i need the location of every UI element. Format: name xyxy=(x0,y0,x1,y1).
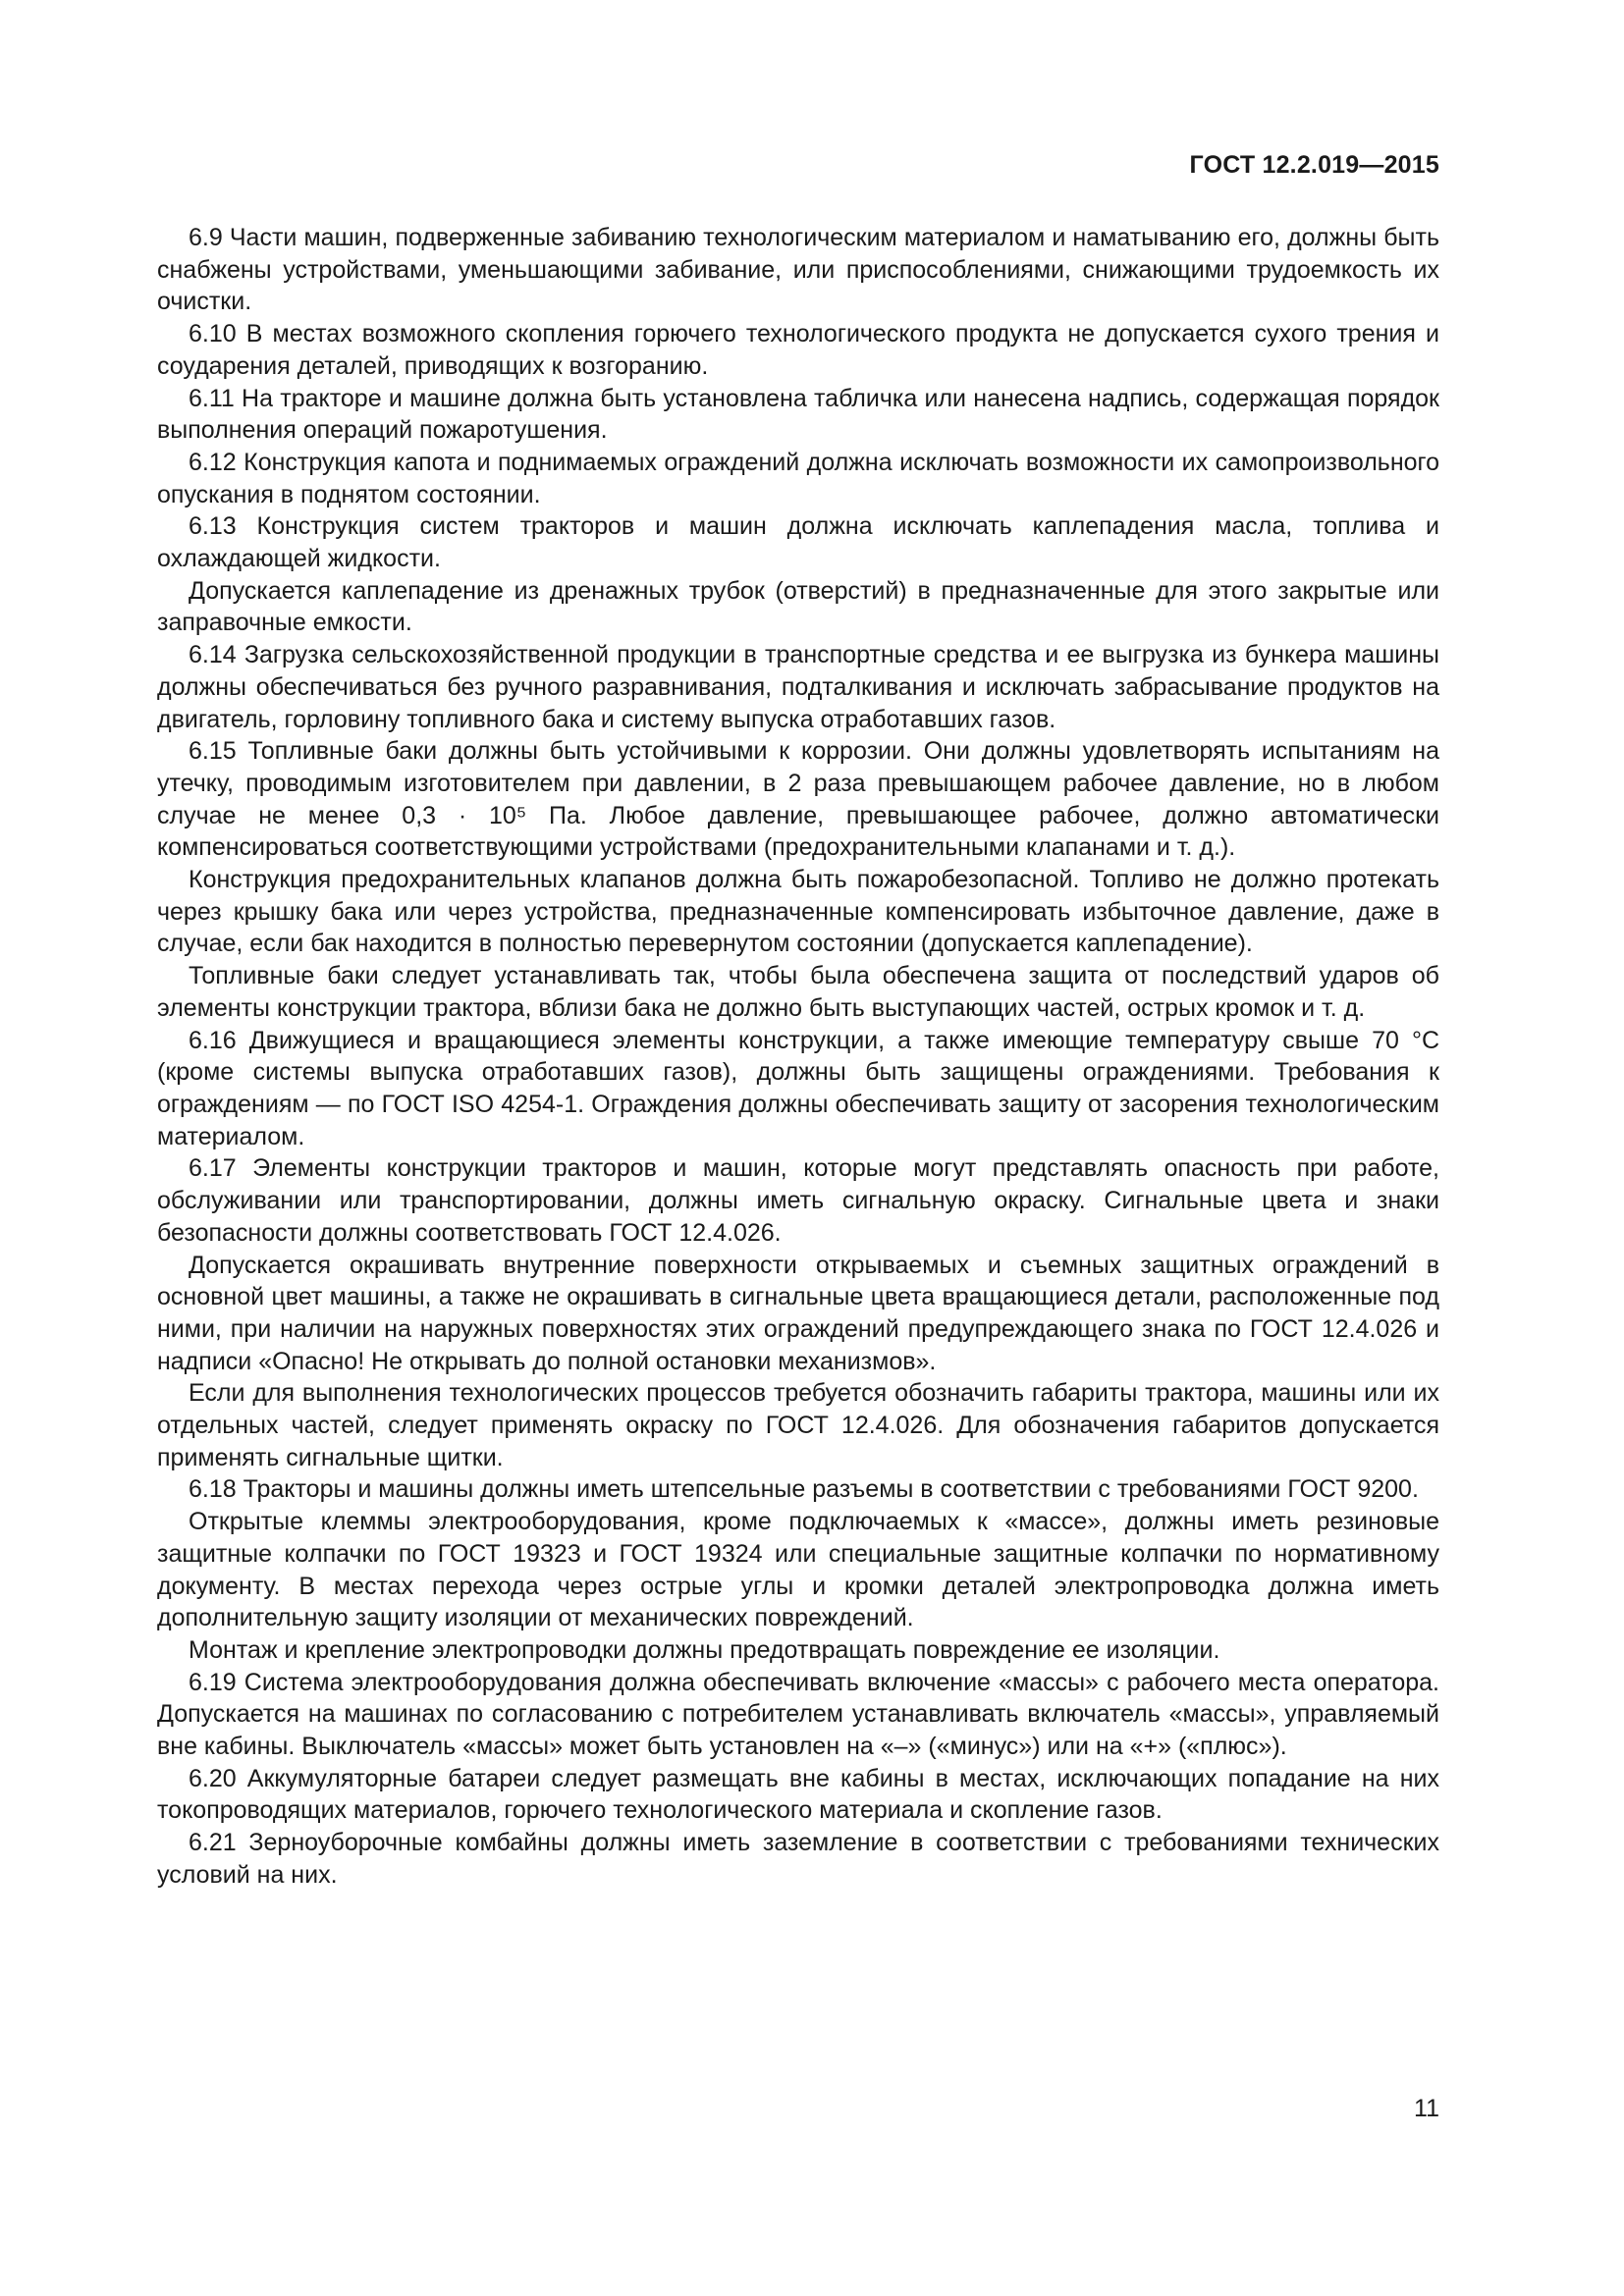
paragraph-6-13-note: Допускается каплепадение из дренажных трубок (отверстий) в предназначенные для этого закрытые или заправочные емкости. xyxy=(157,576,1439,637)
paragraph-6-16: 6.16 Движущиеся и вращающиеся элементы конструкции, а также имеющие температуру свыше 70 °С (кроме системы выпуска отработавших газов), должны быть защищены ограждениями. Требования к ограждениям — по ГОСТ ISO 4254-1. Ограждения должны обеспечивать защиту от засорения технологическим материалом. xyxy=(157,1026,1439,1150)
paragraph-6-21: 6.21 Зерноуборочные комбайны должны иметь заземление в соответствии с требованиями технических условий на них. xyxy=(157,1829,1439,1889)
document-body xyxy=(157,222,1439,1892)
page-number: 11 xyxy=(1414,2095,1439,2122)
paragraph-6-17: 6.17 Элементы конструкции тракторов и машин, которые могут представлять опасность при работе, обслуживании или транспортировании, должны иметь сигнальную окраску. Сигнальные цвета и знаки безопасности должны соответствовать ГОСТ 12.4.026. xyxy=(157,1154,1439,1247)
paragraph-6-15-tanks: Топливные баки следует устанавливать так, чтобы была обеспечена защита от последствий ударов об элементы конструкции трактора, вблизи бака не должно быть выступающих частей, острых кромок и т. д. xyxy=(157,962,1439,1022)
paragraph-6-18: 6.18 Тракторы и машины должны иметь штепсельные разъемы в соответствии с требованиями ГОСТ 9200. xyxy=(189,1475,1419,1504)
paragraph-6-19: 6.19 Система электрооборудования должна обеспечивать включение «массы» с рабочего места оператора. Допускается на машинах по согласованию с потребителем устанавливать включатель «массы», управляемый вне кабины. Выключатель «массы» может быть установлен на «–» («минус») или на «+» («плюс»). xyxy=(157,1668,1439,1761)
document-header: ГОСТ 12.2.019—2015 xyxy=(1189,151,1439,179)
paragraph-6-14: 6.14 Загрузка сельскохозяйственной продукции в транспортные средства и ее выгрузка из бункера машины должны обеспечиваться без ручного разравнивания, подталкивания и исключать забрасывание продуктов на двигатель, горловину топливного бака и систему выпуска отработавших газов. xyxy=(157,641,1439,733)
paragraph-6-10: 6.10 В местах возможного скопления горючего технологического продукта не допускается сухого трения и соударения деталей, приводящих к возгоранию. xyxy=(157,320,1439,380)
paragraph-6-17-painting: Допускается окрашивать внутренние поверхности открываемых и съемных защитных ограждений в основной цвет машины, а также не окрашивать в сигнальные цвета вращающиеся детали, расположенные под ними, при наличии на наружных поверхностях этих ограждений предупреждающего знака по ГОСТ 12.4.026 и надписи «Опасно! Не открывать до полной остановки механизмов». xyxy=(157,1251,1439,1375)
paragraph-6-13: 6.13 Конструкция систем тракторов и машин должна исключать каплепадения масла, топлива и охлаждающей жидкости. xyxy=(157,512,1439,573)
paragraph-6-18-terminals: Открытые клеммы электрооборудования, кроме подключаемых к «массе», должны иметь резиновые защитные колпачки по ГОСТ 19323 и ГОСТ 19324 или специальные защитные колпачки по нормативному документу. В местах перехода через острые углы и кромки деталей электропроводка должна иметь дополнительную защиту изоляции от механических повреждений. xyxy=(157,1508,1439,1632)
paragraph-6-15: 6.15 Топливные баки должны быть устойчивыми к коррозии. Они должны удовлетворять испытаниям на утечку, проводимым изготовителем при давлении, в 2 раза превышающем рабочее давление, но в любом случае не менее 0,3 · 10⁵ Па. Любое давление, превышающее рабочее, должно автоматически компенсироваться соответствующими устройствами (предохранительными клапанами и т. д.). xyxy=(157,737,1439,862)
paragraph-6-20: 6.20 Аккумуляторные батареи следует размещать вне кабины в местах, исключающих попадание на них токопроводящих материалов, горючего технологического материала и скопление газов. xyxy=(157,1764,1439,1825)
paragraph-6-15-valves: Конструкция предохранительных клапанов должна быть пожаробезопасной. Топливо не должно протекать через крышку бака или через устройства, предназначенные компенсировать избыточное давление, даже в случае, если бак находится в полностью перевернутом состоянии (допускается каплепадение). xyxy=(157,866,1439,958)
paragraph-6-12: 6.12 Конструкция капота и поднимаемых ограждений должна исключать возможности их самопроизвольного опускания в поднятом состоянии. xyxy=(157,448,1439,508)
paragraph-6-11: 6.11 На тракторе и машине должна быть установлена табличка или нанесена надпись, содержащая порядок выполнения операций пожаротушения. xyxy=(157,384,1439,445)
paragraph-6-9: 6.9 Части машин, подверженные забиванию технологическим материалом и наматыванию его, должны быть снабжены устройствами, уменьшающими забивание, или приспособлениями, снижающими трудоемкость их очистки. xyxy=(157,224,1439,316)
paragraph-6-17-dimensions: Если для выполнения технологических процессов требуется обозначить габариты трактора, машины или их отдельных частей, следует применять окраску по ГОСТ 12.4.026. Для обозначения габаритов допускается применять сигнальные щитки. xyxy=(157,1379,1439,1471)
paragraph-6-18-wiring: Монтаж и крепление электропроводки должны предотвращать повреждение ее изоляции. xyxy=(189,1635,1220,1664)
